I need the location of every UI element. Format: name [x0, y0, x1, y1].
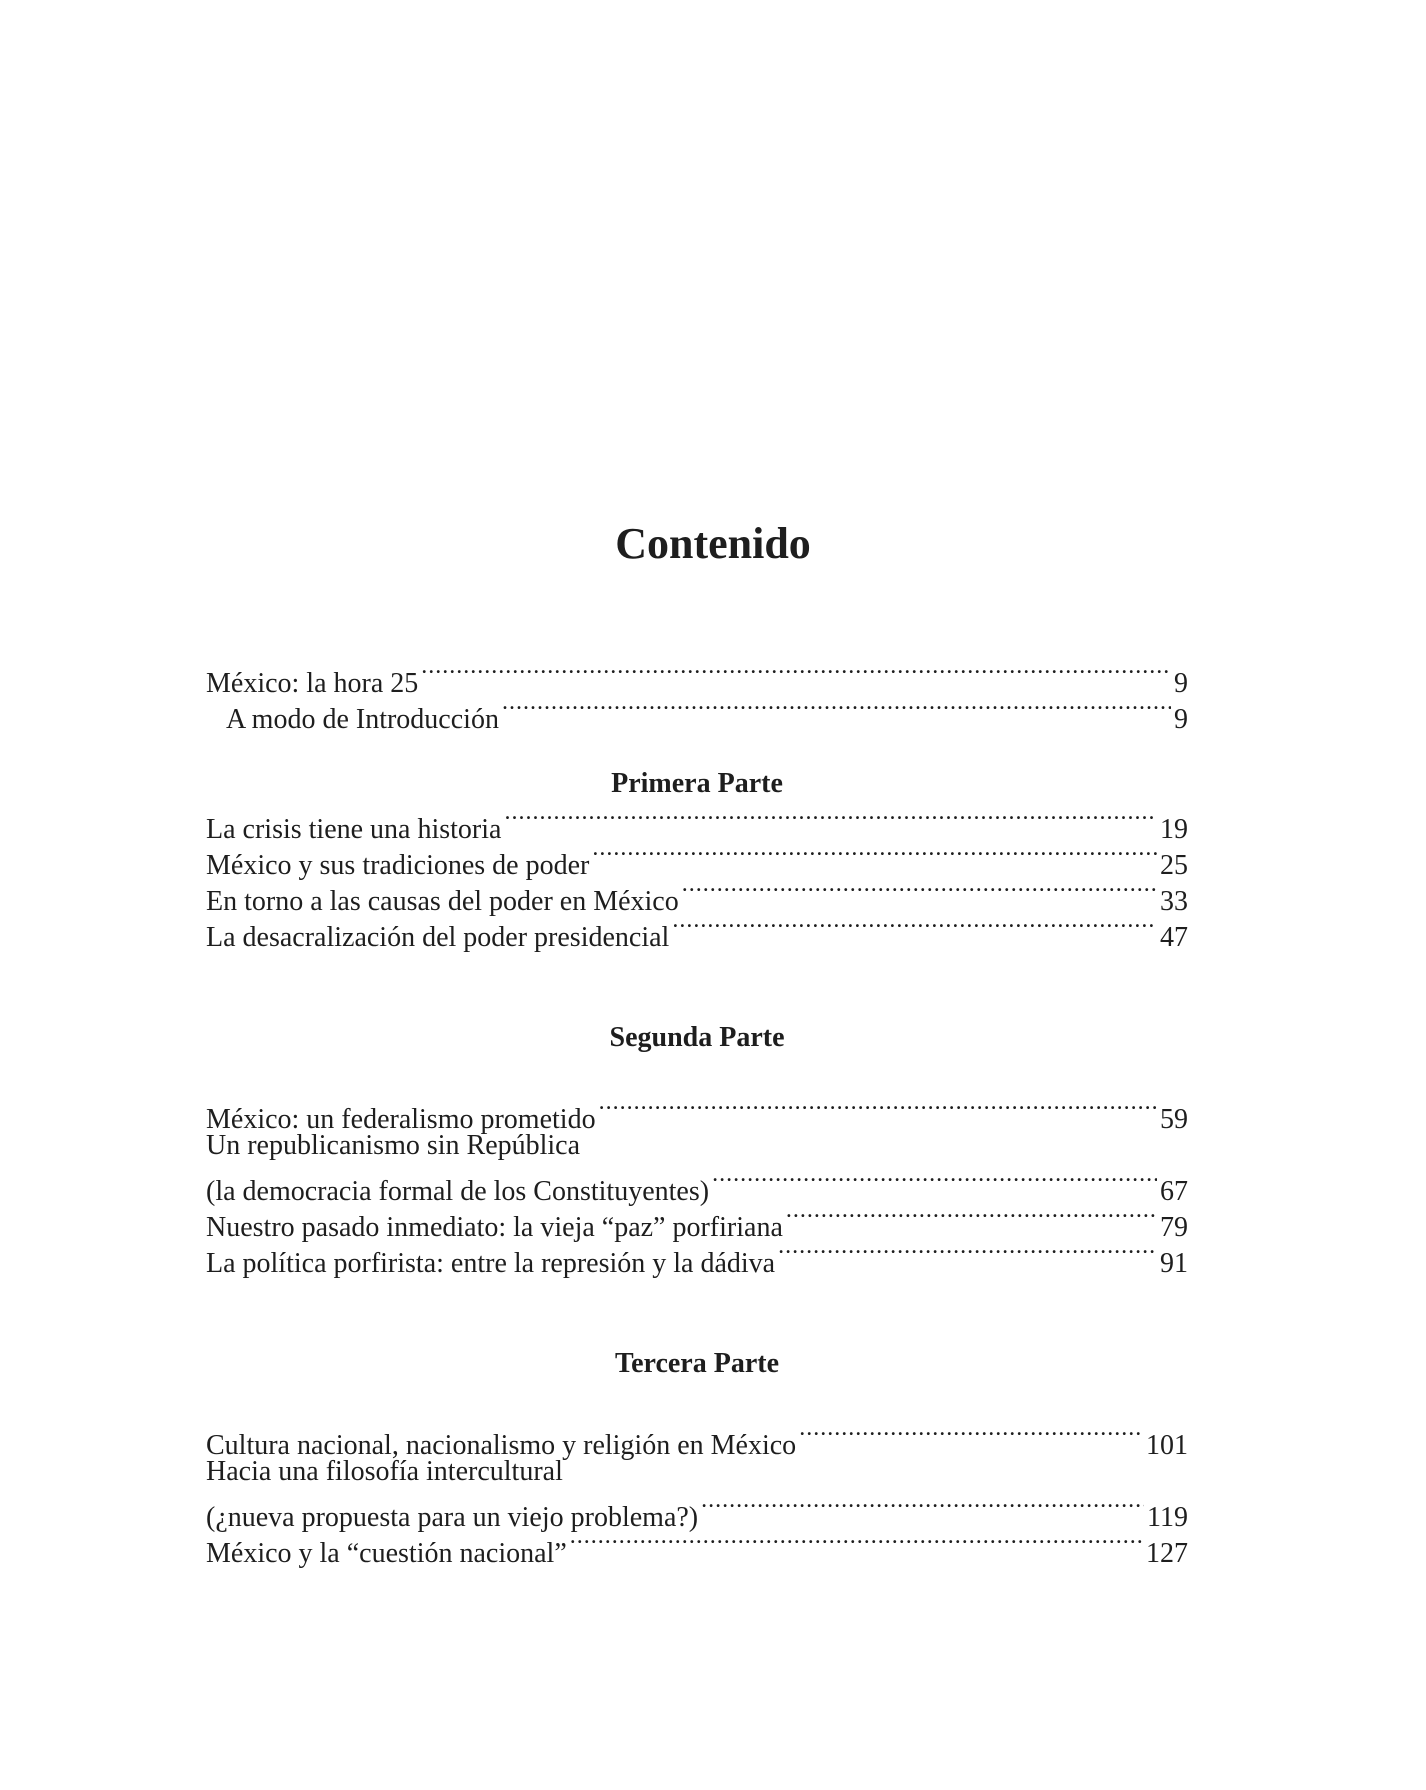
- toc-entry-label: La desacralización del poder presidencial: [206, 922, 670, 953]
- dot-leader: [570, 1526, 1143, 1562]
- toc-entry: [206, 1092, 1188, 1135]
- toc-entry-page: 19: [1160, 814, 1188, 845]
- toc-entry-page: 67: [1160, 1176, 1188, 1207]
- toc-entry-page: 101: [1146, 1430, 1188, 1461]
- toc-entry-page: 91: [1160, 1248, 1188, 1279]
- toc-entry: [206, 802, 1188, 845]
- toc-entry-label: La crisis tiene una historia: [206, 814, 502, 845]
- part-heading: Tercera Parte: [614, 1348, 780, 1379]
- toc-entry-page: 9: [1174, 668, 1188, 699]
- dot-leader: [599, 1092, 1157, 1128]
- toc-entry-page: 33: [1160, 886, 1188, 917]
- toc-entry-page: 119: [1147, 1502, 1188, 1533]
- toc-entry: [206, 838, 1188, 881]
- toc-entry: [206, 1490, 1188, 1533]
- dot-leader: [421, 656, 1171, 692]
- dot-leader: [682, 874, 1157, 910]
- dot-leader: [504, 802, 1157, 838]
- toc-entry-label: En torno a las causas del poder en México: [206, 886, 679, 917]
- dot-leader: [502, 692, 1171, 728]
- dot-leader: [799, 1418, 1143, 1454]
- part-heading: Segunda Parte: [609, 1022, 785, 1053]
- toc-entry-page: 59: [1160, 1104, 1188, 1135]
- toc-entry-label: Cultura nacional, nacionalismo y religión en México: [206, 1430, 797, 1461]
- dot-leader: [778, 1236, 1157, 1272]
- toc-entry-label: México y la “cuestión nacional”: [206, 1538, 567, 1569]
- toc-entry: [206, 1526, 1188, 1569]
- dot-leader: [712, 1164, 1157, 1200]
- toc-entry-label: A modo de Introducción: [226, 704, 499, 735]
- toc-entry-label: México y sus tradiciones de poder: [206, 850, 590, 881]
- toc-entry-label: (la democracia formal de los Constituyentes): [206, 1176, 710, 1207]
- toc-entry: [206, 1164, 1188, 1207]
- toc-entry: [206, 656, 1188, 699]
- part-heading: Primera Parte: [611, 768, 783, 799]
- toc-entry-label: Nuestro pasado inmediato: la vieja “paz” porfiriana: [206, 1212, 783, 1243]
- dot-leader: [592, 838, 1157, 874]
- dot-leader: [786, 1200, 1157, 1236]
- toc-entry-label: México: la hora 25: [206, 668, 419, 699]
- toc-entry-page: 79: [1160, 1212, 1188, 1243]
- toc-entry-page: 47: [1160, 922, 1188, 953]
- toc-entry: [206, 1236, 1188, 1279]
- toc-entry-title-line: Hacia una filosofía intercultural: [206, 1456, 563, 1487]
- dot-leader: [672, 910, 1157, 946]
- toc-entry: [226, 692, 1188, 735]
- toc-entry: [206, 1200, 1188, 1243]
- toc-entry-label: México: un federalismo prometido: [206, 1104, 596, 1135]
- toc-entry: [206, 1418, 1188, 1461]
- page-title: Contenido: [615, 519, 811, 568]
- toc-entry-label: (¿nueva propuesta para un viejo problema?): [206, 1502, 699, 1533]
- toc-entry: [206, 910, 1188, 953]
- toc-entry-label: La política porfirista: entre la represión y la dádiva: [206, 1248, 776, 1279]
- toc-entry-page: 127: [1146, 1538, 1188, 1569]
- toc-entry-title-line: Un republicanismo sin República: [206, 1130, 581, 1161]
- dot-leader: [701, 1490, 1144, 1526]
- toc-entry-page: 9: [1174, 704, 1188, 735]
- toc-entry: [206, 874, 1188, 917]
- toc-entry-page: 25: [1160, 850, 1188, 881]
